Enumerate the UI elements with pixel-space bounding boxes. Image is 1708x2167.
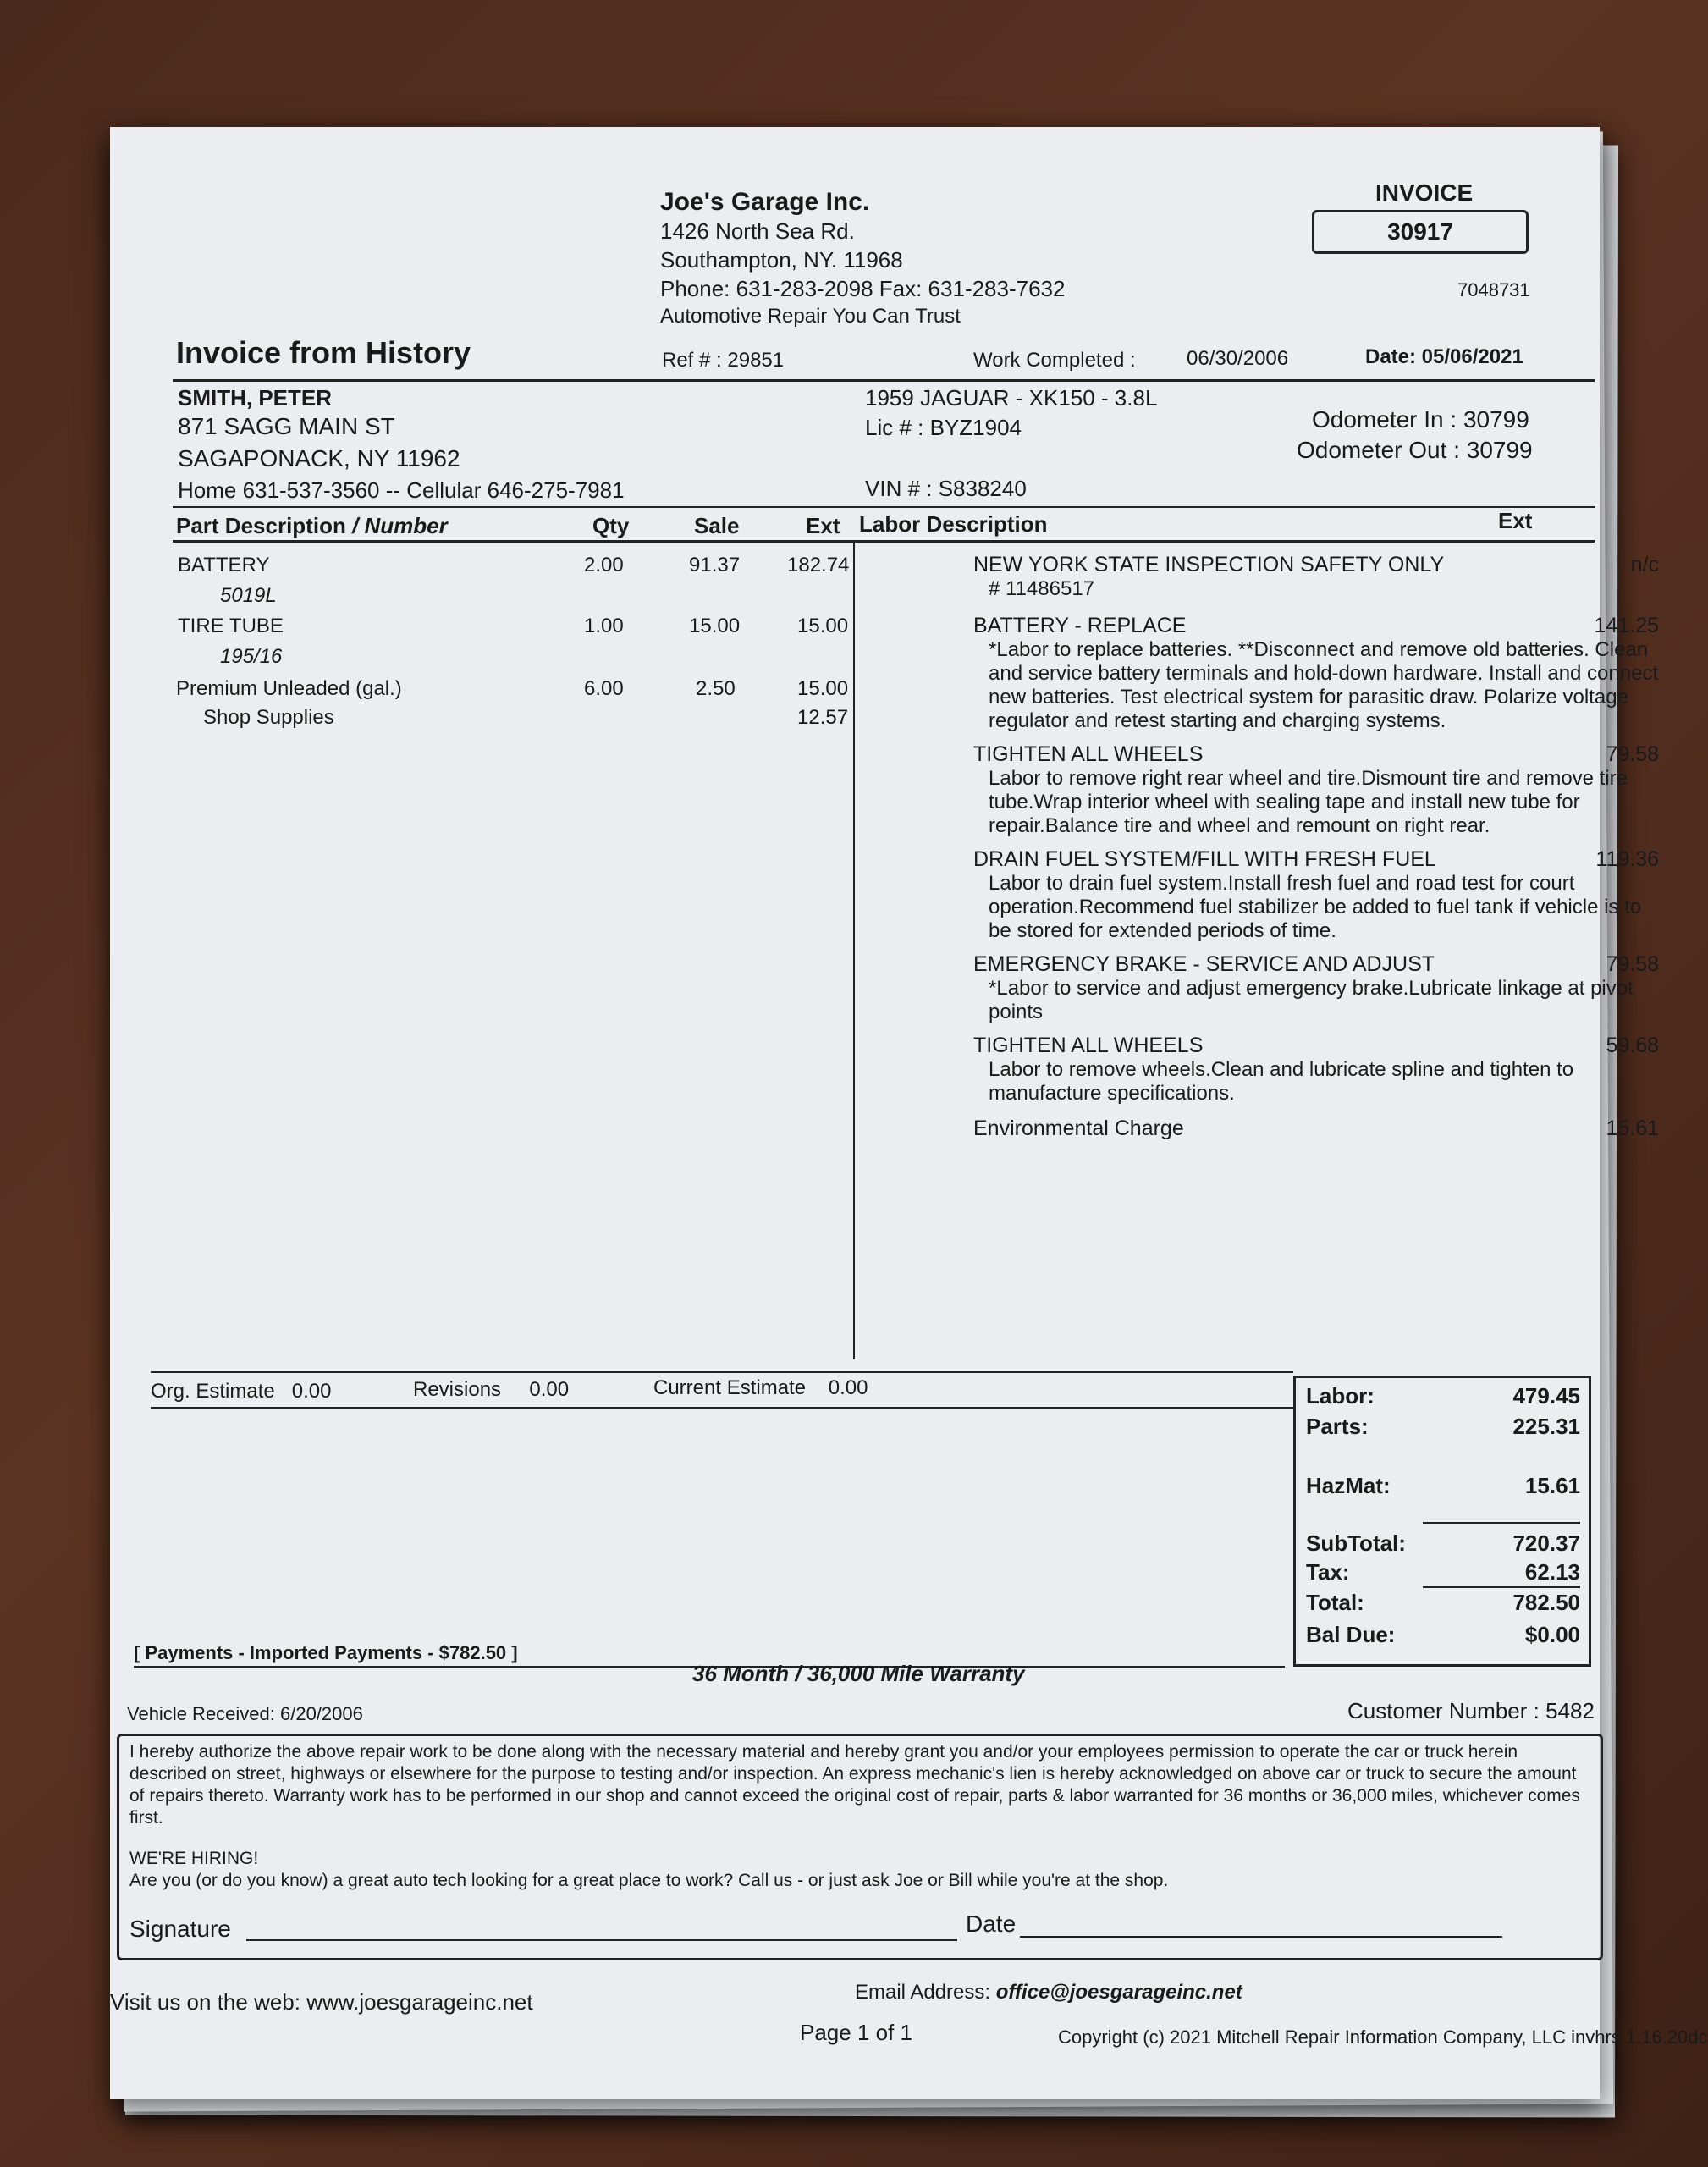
copyright: Copyright (c) 2021 Mitchell Repair Information Company, LLC invhrs 1.16.20dc	[1058, 2026, 1708, 2048]
terms-text: I hereby authorize the above repair work to be done along with the necessary material and hereby grant you and/or your employees permission to operate the car or truck herein described on street, highways or elsewhere for the purpose to testing and/or inspection. An express mechanic's lien is hereby acknowledged on above car or truck to secure the amount of repairs thereto. Warranty work has to be performed in our shop and cannot exceed the original cost of repair, parts & labor warranted for 36 months or 36,000 miles, whichever comes first.	[129, 1742, 1580, 1828]
tax-label: Tax:	[1306, 1559, 1350, 1585]
labor-item-3-desc: Labor to remove right rear wheel and tire.Dismount tire and remove tire tube.Wrap interior wheel with sealing tape and install new tube for repair.Balance tire and wheel and remount on right rear.	[989, 767, 1628, 837]
hiring-title: WE'RE HIRING!	[129, 1849, 259, 1868]
parts-header-ext: Ext	[806, 513, 840, 538]
labor-item-4-title: DRAIN FUEL SYSTEM/FILL WITH FRESH FUEL	[973, 847, 1436, 871]
totals-box	[1293, 1376, 1591, 1667]
labor-header-description: Labor Description	[859, 511, 1048, 537]
revisions-value: 0.00	[529, 1378, 570, 1401]
labor-item-5	[973, 951, 1659, 1024]
labor-total-label: Labor:	[1306, 1383, 1375, 1409]
labor-item-1-desc: # 11486517	[989, 577, 1095, 600]
invoice-side-number: 7048731	[1457, 279, 1530, 301]
company-address-1: 1426 North Sea Rd.	[660, 218, 855, 244]
signature-label: Signature	[129, 1916, 231, 1942]
part-2-qty: 1.00	[584, 615, 624, 637]
footer-web	[110, 1989, 533, 2015]
part-2-description: TIRE TUBE	[178, 615, 284, 637]
labor-item-2-ext: 141.25	[1594, 614, 1659, 637]
odometer-in: Odometer In : 30799	[1312, 406, 1529, 433]
labor-item-2-title: BATTERY - REPLACE	[973, 614, 1187, 637]
revisions-label: Revisions	[413, 1378, 502, 1401]
total-value: 782.50	[1512, 1590, 1580, 1615]
vehicle-received: Vehicle Received: 6/20/2006	[127, 1703, 363, 1724]
total-label: Total:	[1306, 1590, 1364, 1615]
labor-item-7-title: Environmental Charge	[973, 1117, 1184, 1140]
estimate-top-rule	[151, 1371, 1293, 1373]
labor-header-ext: Ext	[1498, 508, 1533, 533]
company-name: Joe's Garage Inc.	[660, 188, 870, 216]
labor-item-5-title: EMERGENCY BRAKE - SERVICE AND ADJUST	[973, 952, 1435, 976]
part-1-number: 5019L	[220, 584, 277, 607]
labor-item-4	[973, 846, 1659, 943]
labor-item-3-ext: 79.58	[1606, 742, 1659, 766]
parts-header-qty: Qty	[592, 513, 630, 538]
current-estimate-value: 0.00	[828, 1376, 868, 1399]
work-completed-label: Work Completed :	[973, 349, 1136, 372]
subtotal-rule	[1423, 1522, 1580, 1524]
labor-item-1-ext: n/c	[1630, 553, 1659, 576]
labor-item-7-ext: 15.61	[1606, 1117, 1659, 1140]
subtotal-label: SubTotal:	[1306, 1530, 1406, 1556]
customer-phones: Home 631-537-3560 -- Cellular 646-275-7981	[178, 477, 625, 503]
customer-city: SAGAPONACK, NY 11962	[178, 445, 460, 471]
warranty: 36 Month / 36,000 Mile Warranty	[692, 1661, 1025, 1686]
org-estimate	[151, 1380, 331, 1403]
parts-header-description	[176, 513, 448, 539]
footer-web-label: Visit us on the web:	[110, 1989, 300, 2015]
hazmat-value: 15.61	[1524, 1473, 1580, 1498]
labor-item-6-ext: 59.68	[1606, 1034, 1659, 1057]
tax-value: 62.13	[1524, 1559, 1580, 1585]
parts-header-desc-text: Part Description	[176, 513, 346, 538]
vehicle-model: 1959 JAGUAR - XK150 - 3.8L	[865, 385, 1158, 411]
labor-item-4-desc: Labor to drain fuel system.Install fresh fuel and road test for court operation.Recommend fuel stabilizer be added to fuel tank if vehicle is to be stored for extended periods of time.	[989, 872, 1642, 942]
customer-rule	[173, 506, 1595, 508]
labor-item-3	[973, 742, 1659, 838]
hiring-text: Are you (or do you know) a great auto tech looking for a great place to work? Call us - or just ask Joe or Bill while you're at the shop.	[129, 1871, 1169, 1890]
title-rule	[173, 379, 1595, 382]
odometer-out: Odometer Out : 30799	[1297, 437, 1533, 463]
table-header-rule	[173, 540, 1595, 543]
table-column-divider	[853, 540, 855, 1359]
revisions	[413, 1378, 569, 1402]
labor-item-4-ext: 119.36	[1595, 847, 1659, 871]
labor-item-5-ext: 79.58	[1606, 952, 1659, 976]
footer-email-label: Email Address:	[855, 1981, 991, 2004]
customer-street: 871 SAGG MAIN ST	[178, 413, 395, 439]
invoice-label: INVOICE	[1375, 179, 1474, 206]
ref-number: Ref # : 29851	[662, 349, 785, 372]
part-1-sale: 91.37	[689, 554, 741, 576]
footer-email	[855, 1981, 1242, 2004]
subtotal-value: 720.37	[1512, 1530, 1580, 1556]
vehicle-license: Lic # : BYZ1904	[865, 415, 1022, 440]
current-estimate	[653, 1376, 868, 1400]
bal-due-label: Bal Due:	[1306, 1622, 1396, 1647]
parts-total-value: 225.31	[1512, 1414, 1580, 1439]
invoice-title: Invoice from History	[176, 335, 471, 370]
part-4-description: Shop Supplies	[203, 706, 334, 729]
terms-box	[117, 1734, 1603, 1960]
total-rule	[1423, 1586, 1580, 1588]
part-3-description: Premium Unleaded (gal.)	[176, 677, 402, 700]
hazmat-label: HazMat:	[1306, 1473, 1391, 1498]
labor-item-1-title: NEW YORK STATE INSPECTION SAFETY ONLY	[973, 553, 1445, 576]
part-1-description: BATTERY	[178, 554, 270, 576]
parts-header-sale: Sale	[694, 513, 740, 538]
date-line[interactable]	[1020, 1936, 1502, 1938]
labor-item-6-desc: Labor to remove wheels.Clean and lubricate spline and tighten to manufacture specifications.	[989, 1058, 1574, 1105]
labor-item-2	[973, 613, 1659, 733]
bal-due-value: $0.00	[1524, 1622, 1580, 1647]
footer-web-url[interactable]: www.joesgarageinc.net	[306, 1989, 533, 2015]
vehicle-vin: VIN # : S838240	[865, 476, 1027, 501]
labor-item-3-title: TIGHTEN ALL WHEELS	[973, 742, 1204, 766]
part-3-ext: 15.00	[797, 677, 849, 700]
footer-email-address[interactable]: office@joesgarageinc.net	[995, 1981, 1242, 2004]
labor-item-6	[973, 1033, 1659, 1106]
part-4-ext: 12.57	[797, 706, 849, 729]
part-1-qty: 2.00	[584, 554, 624, 576]
part-2-sale: 15.00	[689, 615, 741, 637]
part-2-number: 195/16	[220, 645, 283, 668]
estimate-bottom-rule	[151, 1407, 1293, 1409]
org-estimate-label: Org. Estimate	[151, 1380, 275, 1403]
company-address-2: Southampton, NY. 11968	[660, 247, 903, 273]
part-1-ext: 182.74	[787, 554, 850, 576]
customer-number: Customer Number : 5482	[1347, 1698, 1595, 1723]
invoice-page	[110, 127, 1708, 2099]
labor-total-value: 479.45	[1512, 1383, 1580, 1409]
part-2-ext: 15.00	[797, 615, 849, 637]
signature-line[interactable]	[246, 1939, 957, 1941]
invoice-date: Date: 05/06/2021	[1365, 345, 1523, 368]
labor-item-1	[973, 552, 1659, 601]
work-completed-date: 06/30/2006	[1187, 347, 1289, 370]
page-indicator: Page 1 of 1	[800, 2020, 912, 2045]
current-estimate-label: Current Estimate	[653, 1376, 807, 1399]
part-3-sale: 2.50	[696, 677, 736, 700]
labor-item-5-desc: *Labor to service and adjust emergency brake.Lubricate linkage at pivot points	[989, 977, 1634, 1023]
part-3-qty: 6.00	[584, 677, 624, 700]
labor-item-2-desc: *Labor to replace batteries. **Disconnect and remove old batteries. Clean and service battery terminals and hold-down hardware. Install and connect new batteries. Test electrical system for parasitic draw. Polarize voltage regulator and retest starting and charging systems.	[989, 638, 1659, 732]
company-phone-fax: Phone: 631-283-2098 Fax: 631-283-7632	[660, 276, 1066, 301]
parts-header-number-text: / Number	[352, 513, 448, 538]
date-label: Date	[966, 1911, 1017, 1937]
org-estimate-value: 0.00	[291, 1380, 332, 1403]
customer-name: SMITH, PETER	[178, 385, 333, 411]
payments-note: [ Payments - Imported Payments - $782.50 ]	[134, 1642, 518, 1663]
invoice-number: 30917	[1312, 210, 1529, 254]
labor-item-7	[973, 1116, 1659, 1141]
parts-total-label: Parts:	[1306, 1414, 1369, 1439]
labor-item-6-title: TIGHTEN ALL WHEELS	[973, 1034, 1204, 1057]
company-tagline: Automotive Repair You Can Trust	[660, 305, 961, 328]
